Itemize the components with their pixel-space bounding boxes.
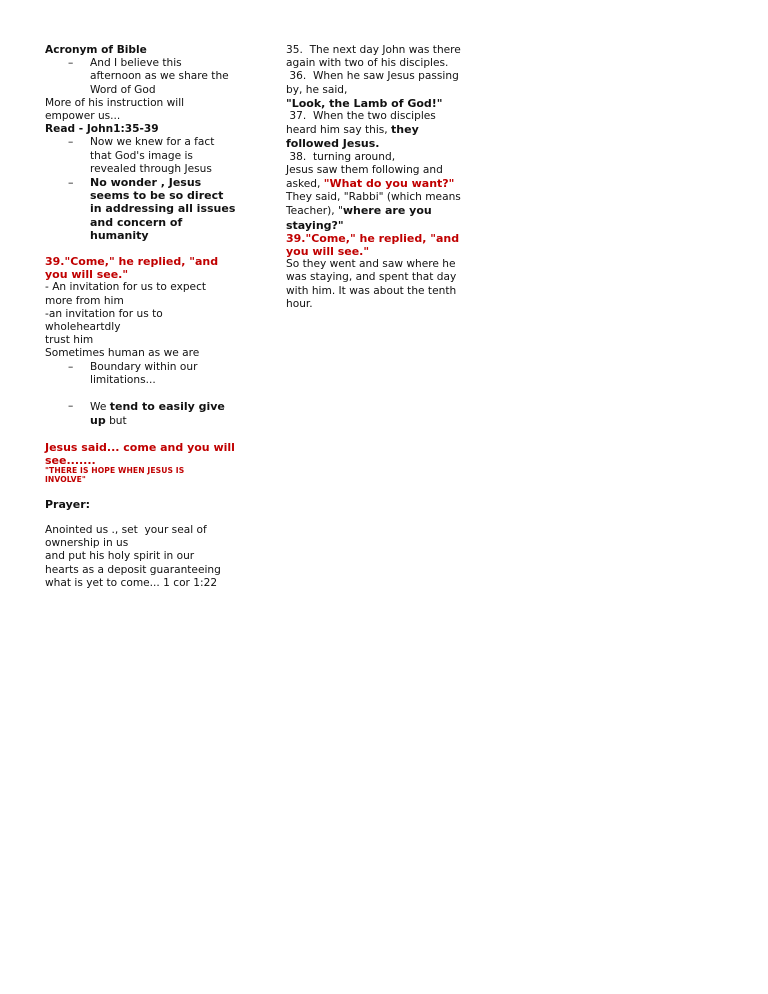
closing-text: hour. bbox=[286, 297, 313, 310]
invitation-text: wholeheartdly bbox=[45, 321, 121, 334]
bullet-text: humanity bbox=[90, 228, 149, 242]
hope-caption: INVOLVE" bbox=[45, 475, 86, 485]
instruction-text: empower us... bbox=[45, 110, 121, 123]
prayer-text: what is yet to come... 1 cor 1:22 bbox=[45, 576, 218, 589]
closing-text: So they went and saw where he bbox=[286, 258, 456, 271]
verse-text-plain: asked, bbox=[286, 178, 324, 191]
verse-text-bold: they bbox=[391, 123, 419, 137]
bullet-text: in addressing all issues bbox=[90, 202, 236, 216]
bullet-text: Now we knew for a fact bbox=[90, 136, 215, 149]
prayer-text: Anointed us ., set your seal of bbox=[45, 523, 207, 536]
invitation-text: more from him bbox=[45, 294, 124, 307]
acronym-title: Acronym of Bible bbox=[45, 44, 147, 56]
bullet-item bbox=[45, 361, 250, 387]
invitation-text: trust him bbox=[45, 334, 94, 347]
bullet-text: limitations... bbox=[90, 373, 156, 386]
verse-text-plain: heard him say this, bbox=[286, 124, 392, 137]
bullet-text-bold: up bbox=[90, 414, 106, 428]
dash-bullet-icon: – bbox=[68, 57, 74, 70]
bullet-text: seems to be so direct bbox=[90, 189, 224, 203]
verse-38: staying?" bbox=[286, 218, 344, 232]
scripture-reference: Read - John1:35-39 bbox=[45, 123, 159, 136]
verse-35: again with two of his disciples. bbox=[286, 57, 449, 70]
bullet-item bbox=[45, 400, 250, 428]
verse-38 bbox=[286, 204, 478, 218]
bullet-text bbox=[90, 414, 250, 428]
jesus-said-heading: Jesus said... come and you will bbox=[45, 441, 235, 455]
prayer-title: Prayer: bbox=[45, 497, 91, 511]
verse-text-red: "What do you want?" bbox=[323, 177, 455, 191]
lamb-of-god-quote: "Look, the Lamb of God!" bbox=[286, 96, 443, 110]
prayer-text: ownership in us bbox=[45, 537, 129, 550]
bullet-text: No wonder , Jesus bbox=[90, 176, 202, 190]
verse-38: 38. turning around, bbox=[286, 150, 396, 163]
verse-text-bold: where are you bbox=[342, 204, 432, 218]
dash-bullet-icon: – bbox=[68, 176, 74, 190]
verse-38: Jesus saw them following and bbox=[286, 163, 443, 176]
dash-bullet-icon: – bbox=[68, 400, 74, 413]
bullet-text: revealed through Jesus bbox=[90, 162, 212, 175]
verse-36: by, he said, bbox=[286, 83, 348, 96]
invitation-text: Sometimes human as we are bbox=[45, 347, 200, 360]
verse-39-quote: you will see." bbox=[45, 268, 129, 282]
prayer-text: and put his holy spirit in our bbox=[45, 550, 195, 563]
bullet-text-plain: but bbox=[105, 415, 127, 428]
closing-text: was staying, and spent that day bbox=[286, 271, 457, 284]
dash-bullet-icon: – bbox=[68, 136, 74, 149]
jesus-said-heading: see....... bbox=[45, 453, 96, 467]
dash-bullet-icon: – bbox=[68, 360, 74, 373]
bullet-item bbox=[45, 176, 250, 242]
right-column bbox=[286, 44, 478, 311]
bullet-text-bold: tend to easily give bbox=[109, 400, 225, 414]
verse-36: 36. When he saw Jesus passing bbox=[286, 70, 459, 83]
bullet-text bbox=[90, 400, 250, 414]
hope-caption: "THERE IS HOPE WHEN JESUS IS bbox=[45, 465, 185, 475]
bullet-item bbox=[45, 136, 250, 176]
verse-39-quote: you will see." bbox=[286, 245, 370, 259]
bullet-text: Boundary within our bbox=[90, 360, 198, 373]
verse-38 bbox=[286, 177, 478, 191]
verse-35: 35. The next day John was there bbox=[286, 44, 461, 56]
invitation-text: - An invitation for us to expect bbox=[45, 281, 207, 294]
prayer-text: hearts as a deposit guaranteeing bbox=[45, 563, 221, 576]
verse-37: followed Jesus. bbox=[286, 137, 380, 151]
bullet-text: And I believe this bbox=[90, 57, 182, 70]
verse-text-plain: Teacher), " bbox=[286, 205, 343, 218]
bullet-text: afternoon as we share the bbox=[90, 70, 229, 83]
bullet-text: that God's image is bbox=[90, 149, 193, 162]
verse-38: They said, "Rabbi" (which means bbox=[286, 191, 461, 204]
bullet-text: and concern of bbox=[90, 215, 183, 229]
bullet-text-plain: We bbox=[90, 401, 110, 414]
closing-text: with him. It was about the tenth bbox=[286, 284, 457, 297]
verse-37: 37. When the two disciples bbox=[286, 110, 436, 123]
bullet-item bbox=[45, 57, 250, 97]
verse-39-quote: 39."Come," he replied, "and bbox=[45, 255, 219, 269]
bullet-text: Word of God bbox=[90, 83, 156, 96]
invitation-text: -an invitation for us to bbox=[45, 307, 163, 320]
verse-37 bbox=[286, 123, 478, 137]
instruction-text: More of his instruction will bbox=[45, 96, 185, 109]
verse-39-quote: 39."Come," he replied, "and bbox=[286, 231, 460, 245]
left-column bbox=[45, 44, 250, 590]
